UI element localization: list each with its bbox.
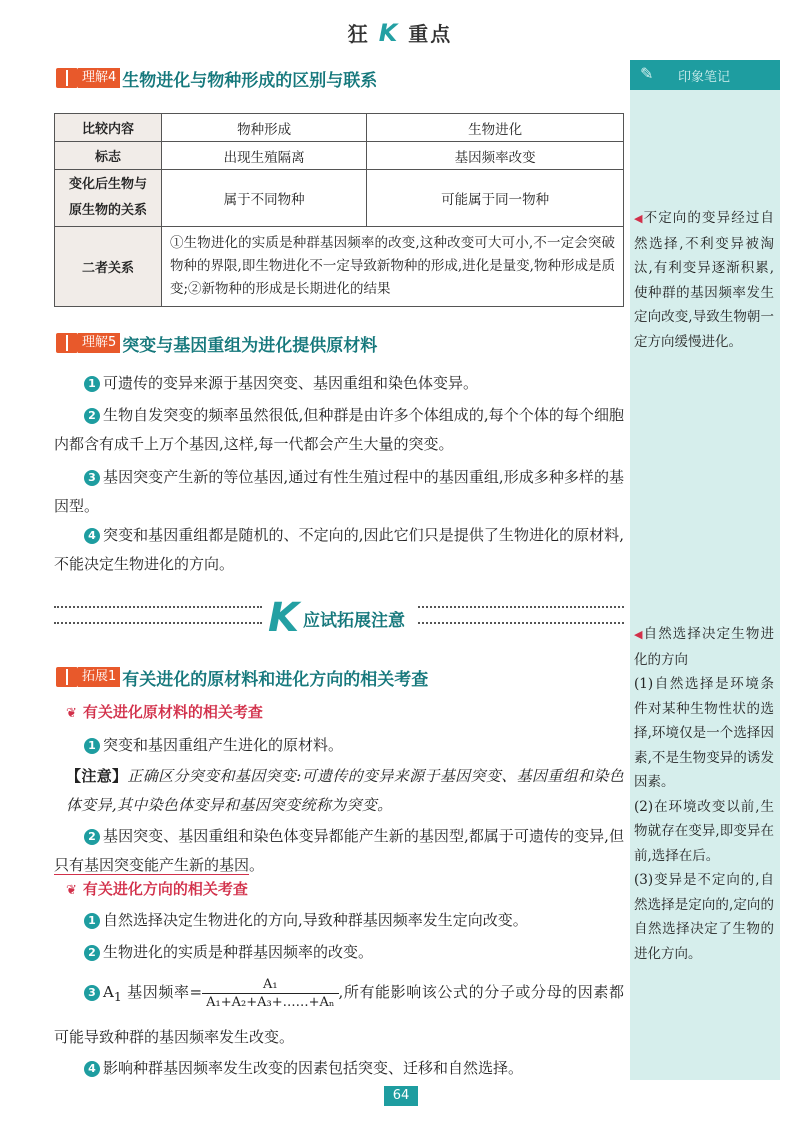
banner — [268, 595, 405, 641]
number-4-icon: 4 — [84, 1061, 100, 1077]
extension-1-title: 有关进化的原材料和进化方向的相关考查 — [122, 669, 429, 690]
leaf-icon: ❦ — [66, 883, 77, 898]
list-item: 2 生物进化的实质是种群基因频率的改变。 — [54, 938, 624, 967]
list-item: 4 影响种群基因频率发生改变的因素包括突变、迁移和自然选择。 — [54, 1054, 624, 1083]
table-cell: 属于不同物种 — [162, 170, 367, 227]
number-4-icon: 4 — [84, 528, 100, 544]
subheading-direction: ❦ 有关进化方向的相关考查 — [66, 880, 248, 898]
subheading-material: ❦ 有关进化原材料的相关考查 — [66, 703, 263, 721]
fraction-numerator: A₁ — [202, 976, 338, 994]
table-cell: 基因频率改变 — [367, 142, 624, 170]
gene-frequency-fraction — [202, 976, 338, 1011]
table-row-label: 标志 — [55, 142, 162, 170]
list-item: 4 突变和基因重组都是随机的、不定向的,因此它们只是提供了生物进化的原材料,不能决定生物进化的方向。 — [54, 526, 624, 573]
banner-k-logo: K — [268, 595, 299, 641]
number-3-icon: 3 — [84, 985, 100, 1001]
extension-1-tag: 拓展1 — [78, 667, 120, 687]
number-2-icon: 2 — [84, 945, 100, 961]
number-1-icon: 1 — [84, 913, 100, 929]
number-1-icon: 1 — [84, 376, 100, 392]
section-4-title: 生物进化与物种形成的区别与联系 — [122, 70, 378, 91]
sidebar-note-1: ◀不定向的变异经过自然选择,不利变异被淘汰,有利变异逐渐积累,使种群的基因频率发生定向改变,导致生物朝一定方向缓慢进化。 — [634, 210, 774, 350]
section-5-heading — [56, 331, 377, 355]
underlined-key-point: 只有基因突变能产生新的基因 — [54, 856, 250, 874]
book-icon — [56, 667, 78, 687]
section-4-heading — [56, 66, 377, 90]
note-paragraph — [54, 762, 624, 820]
table-row-label: 变化后生物与原生物的关系 — [55, 170, 162, 227]
sidebar-note-2: ◀自然选择决定生物进化的方向 (1)自然选择是环境条件对某种生物性状的选择,环境仅是一个选择因素,不是生物变异的诱发因素。 (2)在环境改变以前,生物就存在变异,即变异在前,选择在后。 (3)变异是不定向的,自然选择是定向的,定向的自然选择决定了生物的进化方向。 — [634, 622, 774, 966]
list-item-formula: 3 $A_1$ 基因频率= $\frac{\text{A₁}}{\text{A₁+A₂+A₃+……+Aₙ}}$ ,所有能影响该公式的分子或分母的因素都可能导致种群的基因频率发生改变。 — [54, 976, 624, 1046]
leaf-icon: ❦ — [66, 706, 77, 721]
fraction-denominator: A₁+A₂+A₃+……+Aₙ — [206, 994, 335, 1010]
comparison-table — [54, 113, 624, 307]
section-5-tag: 理解5 — [78, 333, 120, 353]
sidebar-note-2-p1: (1)自然选择是环境条件对某种生物性状的选择,环境仅是一个选择因素,不是生物变异的诱发因素。 — [634, 676, 774, 790]
banner-title: 应试拓展注意 — [303, 610, 405, 631]
note-text: 正确区分突变和基因突变:可遗传的变异来源于基因突变、基因重组和染色体变异,其中染色体变异和基因突变统称为突变。 — [66, 767, 624, 814]
table-header: 物种形成 — [162, 114, 367, 142]
table-header: 生物进化 — [367, 114, 624, 142]
header-title-a: 狂 — [347, 22, 370, 46]
book-icon — [56, 333, 78, 353]
triangle-left-icon: ◀ — [634, 212, 644, 225]
triangle-left-icon: ◀ — [634, 628, 644, 641]
section-5-title: 突变与基因重组为进化提供原材料 — [122, 335, 378, 356]
notebook-icon: ✎ — [640, 64, 654, 83]
table-row-label: 二者关系 — [55, 227, 162, 307]
section-4-tag: 理解4 — [78, 68, 120, 88]
sidebar-title: 印象笔记 — [678, 70, 731, 85]
header-title-b: 重点 — [408, 22, 453, 46]
list-item: 1 自然选择决定生物进化的方向,导致种群基因频率发生定向改变。 — [54, 906, 624, 935]
table-cell: 可能属于同一物种 — [367, 170, 624, 227]
page-number: 64 — [384, 1086, 418, 1106]
sidebar-note-2-p2: (2)在环境改变以前,生物就存在变异,即变异在前,选择在后。 — [634, 798, 774, 864]
number-2-icon: 2 — [84, 408, 100, 424]
number-3-icon: 3 — [84, 470, 100, 486]
table-header: 比较内容 — [55, 114, 162, 142]
banner-dotted-line-right — [418, 606, 624, 624]
extension-1-heading — [56, 665, 428, 689]
sidebar-header — [630, 60, 780, 90]
header-k-logo: K — [378, 19, 400, 47]
number-2-icon: 2 — [84, 829, 100, 845]
list-item: 2 基因突变、基因重组和染色体变异都能产生新的基因型,都属于可遗传的变异,但只有基因突变能产生新的基因。 — [54, 827, 624, 874]
table-cell-relation: ①生物进化的实质是种群基因频率的改变,这种改变可大可小,不一定会突破物种的界限,即生物进化不一定导致新物种的形成,进化是量变,物种形成是质变;②新物种的形成是长期进化的结果 — [162, 227, 624, 307]
sidebar-note-2-p3: (3)变异是不定向的,自然选择是定向的,定向的自然选择决定了生物的进化方向。 — [634, 872, 774, 962]
list-item: 2 生物自发突变的频率虽然很低,但种群是由许多个体组成的,每个个体的每个细胞内都含有成千上万个基因,这样,每一代都会产生大量的突变。 — [54, 406, 624, 453]
note-label: 【注意】 — [66, 767, 128, 785]
list-item: 1 突变和基因重组产生进化的原材料。 — [54, 731, 624, 760]
book-icon — [56, 68, 78, 88]
list-item: 1 可遗传的变异来源于基因突变、基因重组和染色体变异。 — [54, 369, 624, 398]
page-header — [0, 18, 800, 47]
table-cell: 出现生殖隔离 — [162, 142, 367, 170]
banner-dotted-line-left — [54, 606, 262, 624]
list-item: 3 基因突变产生新的等位基因,通过有性生殖过程中的基因重组,形成多种多样的基因型。 — [54, 468, 624, 515]
number-1-icon: 1 — [84, 738, 100, 754]
